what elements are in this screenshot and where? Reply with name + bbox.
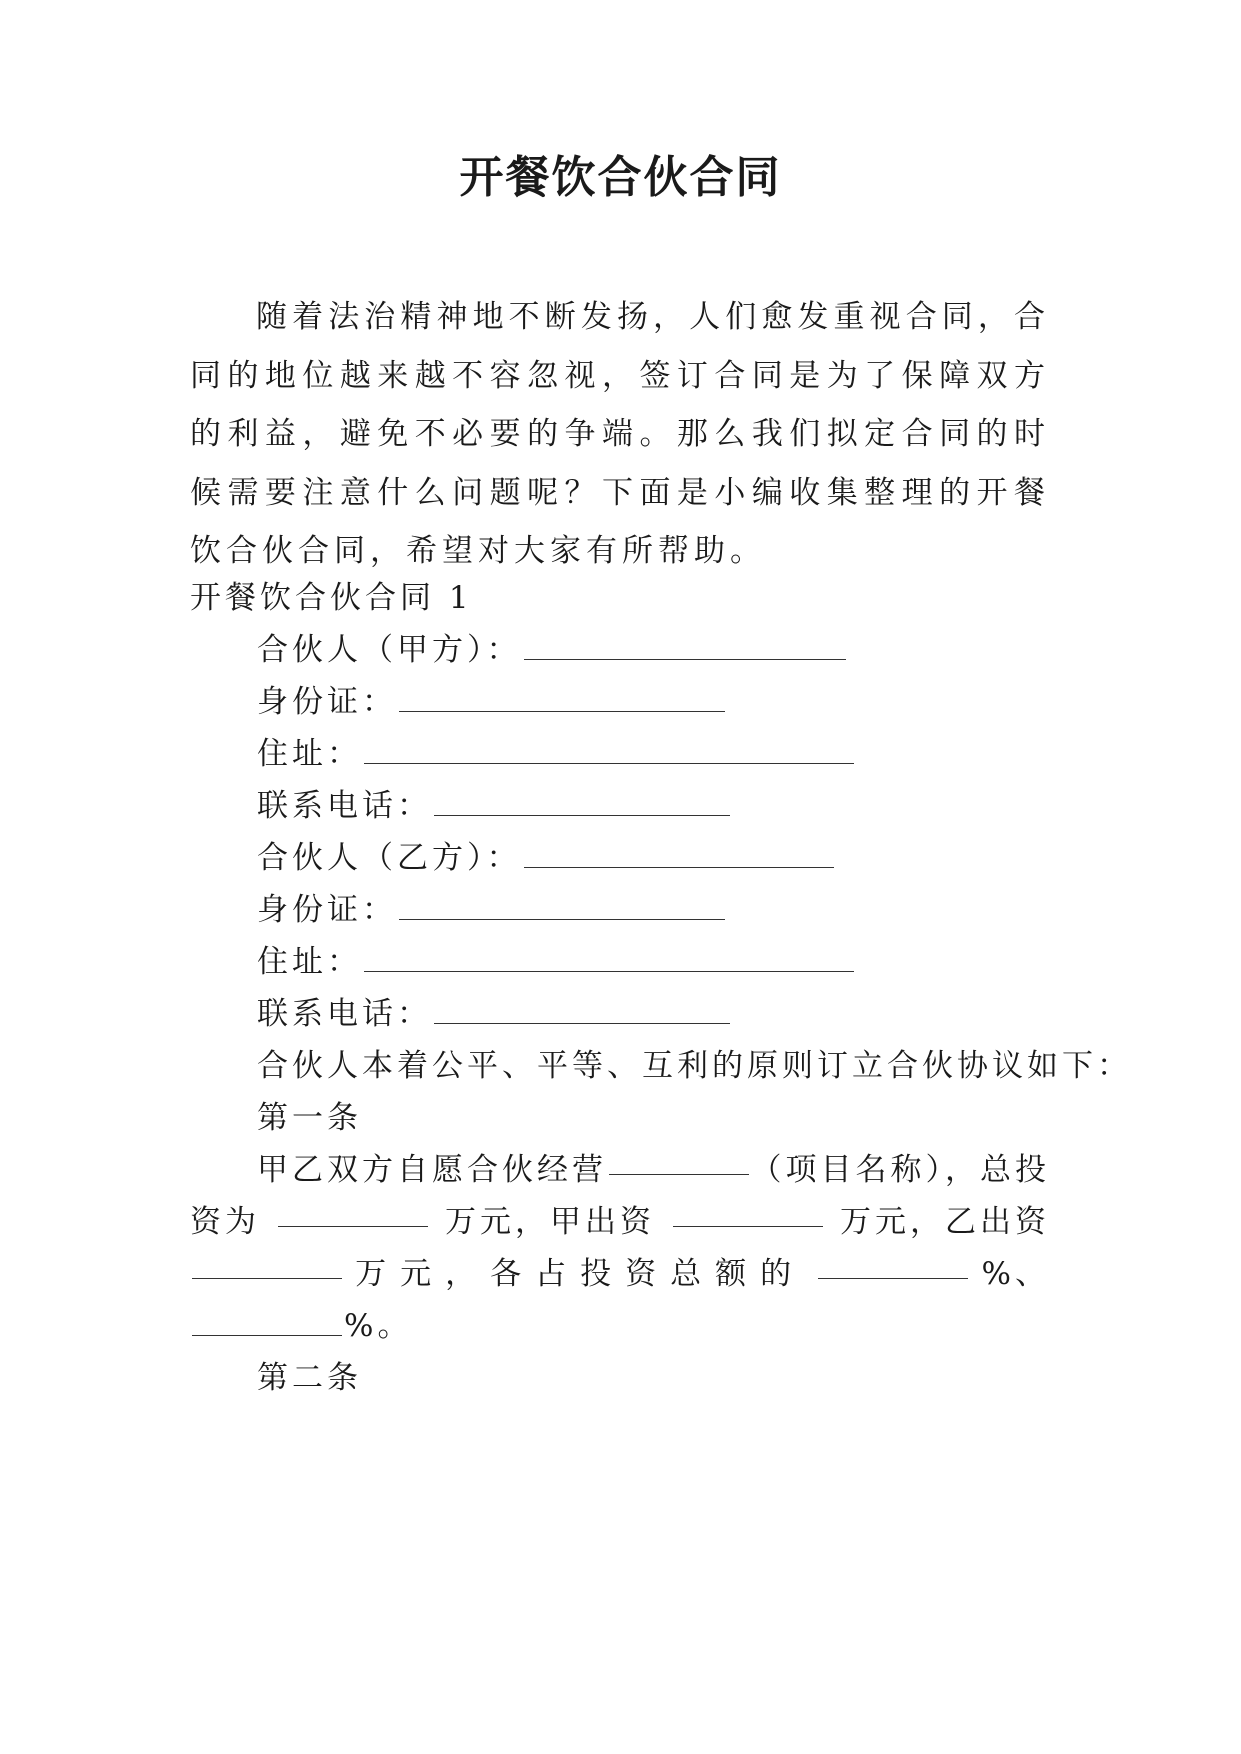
article-1-line-2 — [190, 1202, 1050, 1242]
party-b-label: 合伙人（乙方）： — [257, 840, 522, 876]
party-b-id-row — [257, 890, 727, 930]
party-a-investment-blank[interactable] — [673, 1202, 823, 1227]
total-investment-blank[interactable] — [278, 1202, 428, 1227]
article-1-text-7: %。 — [344, 1308, 413, 1344]
party-a-phone-blank[interactable] — [434, 791, 730, 816]
party-a-address-row — [257, 734, 856, 774]
party-a-id-blank[interactable] — [399, 687, 725, 712]
party-a-address-label: 住址： — [257, 736, 362, 772]
project-name-blank[interactable] — [609, 1150, 749, 1175]
party-b-investment-blank[interactable] — [192, 1254, 342, 1279]
principle-line: 合伙人本着公平、平等、互利的原则订立合伙协议如下： — [257, 1048, 1132, 1084]
party-a-id-row — [257, 682, 727, 722]
party-b-phone-label: 联系电话： — [257, 996, 432, 1032]
article-1-text-2a: （项目名称），总投 — [750, 1152, 1050, 1188]
page-title: 开餐饮合伙合同 — [459, 152, 782, 203]
article-1-line-4 — [190, 1306, 412, 1346]
party-b-address-row — [257, 942, 856, 982]
party-b-name-blank[interactable] — [524, 843, 834, 868]
article-1-heading: 第一条 — [257, 1100, 362, 1136]
party-b-percent-blank[interactable] — [192, 1311, 342, 1336]
article-1-line-3 — [190, 1254, 1050, 1294]
party-b-id-blank[interactable] — [399, 895, 725, 920]
article-1-text-4: 万元，乙出资 — [840, 1204, 1050, 1240]
article-1-text-5: 万元，各占投资总额的 — [355, 1256, 806, 1292]
article-1-text-3: 万元，甲出资 — [445, 1204, 655, 1240]
intro-paragraph: 随着法治精神地不断发扬，人们愈发重视合同，合同的地位越来越不容忽视，签订合同是为了保障双方的利益，避免不必要的争端。那么我们拟定合同的时候需要注意什么问题呢？下面是小编收集整理的开餐饮合伙合同，希望对大家有所帮助。 — [190, 299, 1050, 569]
party-a-row — [257, 630, 848, 670]
party-b-row — [257, 838, 836, 878]
party-b-phone-blank[interactable] — [434, 999, 730, 1024]
article-1-text-2b: 资为 — [190, 1204, 260, 1240]
party-a-phone-label: 联系电话： — [257, 788, 432, 824]
article-2-heading: 第二条 — [257, 1360, 362, 1396]
party-a-id-label: 身份证： — [257, 684, 397, 720]
article-1-line-1 — [257, 1150, 1050, 1190]
party-a-name-blank[interactable] — [524, 635, 846, 660]
party-b-address-label: 住址： — [257, 944, 362, 980]
party-a-phone-row — [257, 786, 732, 826]
party-b-address-blank[interactable] — [364, 947, 854, 972]
party-a-label: 合伙人（甲方）： — [257, 632, 522, 668]
party-b-phone-row — [257, 994, 732, 1034]
article-1-text-6: %、 — [981, 1256, 1050, 1292]
party-b-id-label: 身份证： — [257, 892, 397, 928]
section-title: 开餐饮合伙合同 1 — [190, 580, 473, 616]
article-1-text-1: 甲乙双方自愿合伙经营 — [257, 1152, 607, 1188]
party-a-address-blank[interactable] — [364, 739, 854, 764]
party-a-percent-blank[interactable] — [818, 1254, 968, 1279]
